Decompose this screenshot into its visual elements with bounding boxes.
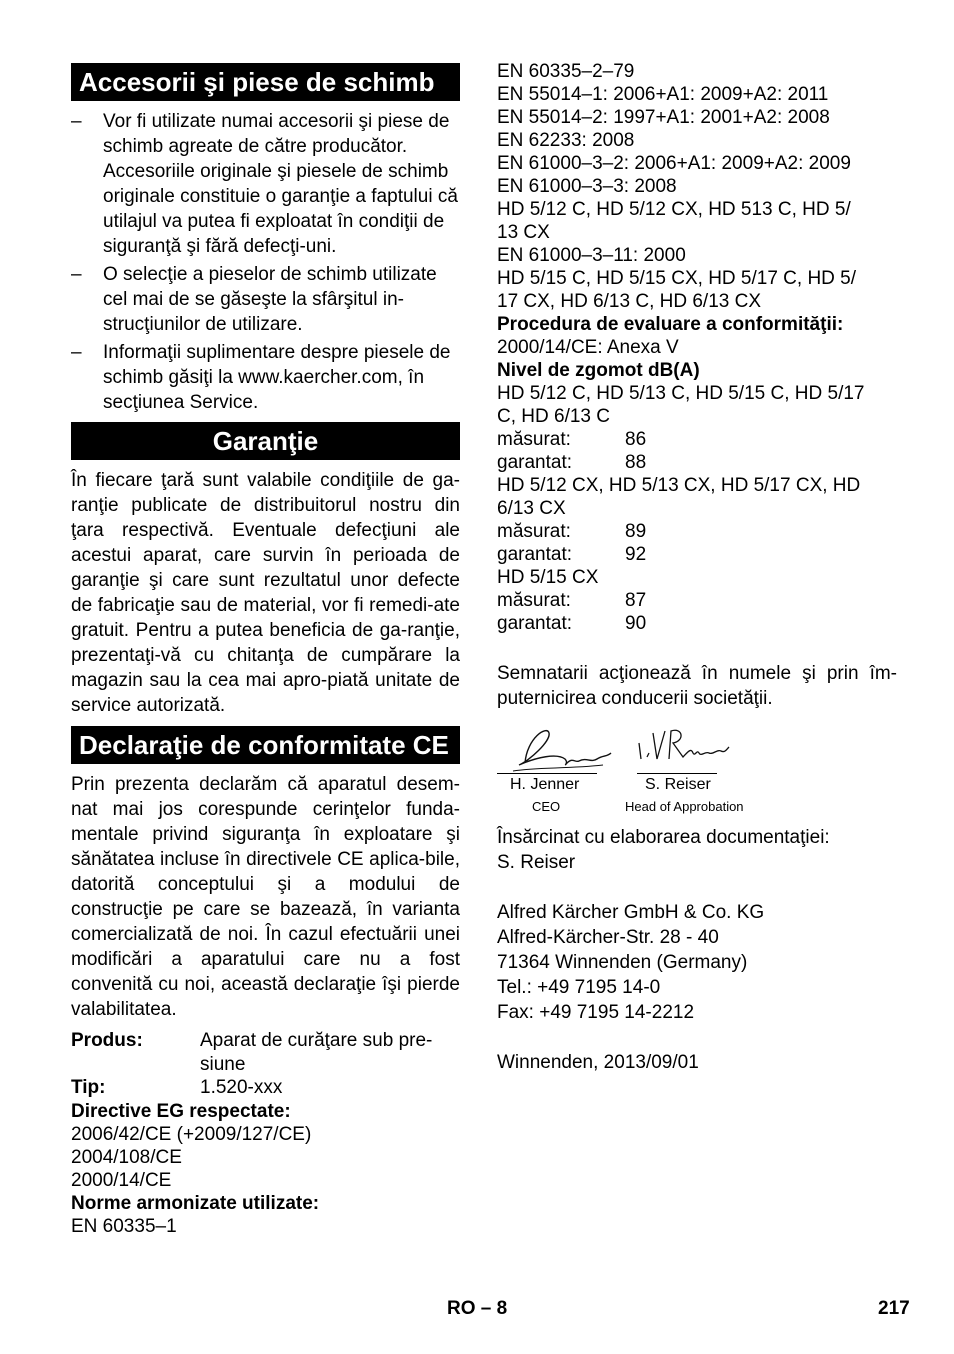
directives-label: Directive EG respectate: bbox=[71, 1100, 291, 1122]
list-item-text: O selecţie a pieselor de schimb utilizate cel mai de se găseşte la sfârşitul in-strucţiunilor de utilizare. bbox=[103, 264, 437, 335]
address-line: 71364 Winnenden (Germany) bbox=[497, 952, 748, 973]
dash-bullet: – bbox=[71, 264, 82, 285]
directive-item: 2006/42/CE (+2009/127/CE) bbox=[71, 1123, 312, 1145]
signatories-text: Semnatarii acţionează în numele şi prin îm-puternicirea conducerii societăţii. bbox=[497, 663, 897, 709]
noise-row-value: 90 bbox=[625, 613, 647, 634]
norm-item: EN 60335–1 bbox=[71, 1215, 177, 1237]
accessories-heading: Accesorii şi piese de schimb bbox=[71, 63, 460, 101]
noise-label: Nivel de zgomot dB(A) bbox=[497, 360, 700, 381]
list-item bbox=[71, 109, 460, 259]
noise-row bbox=[497, 543, 897, 566]
dash-bullet: – bbox=[71, 342, 82, 363]
norms-label: Norme armonizate utilizate: bbox=[71, 1192, 320, 1214]
address-line: Alfred Kärcher GmbH & Co. KG bbox=[497, 902, 765, 923]
noise-row-value: 88 bbox=[625, 452, 647, 473]
noise-row-label: garantat: bbox=[497, 544, 572, 565]
signer-role: Head of Approbation bbox=[625, 799, 744, 814]
noise-row-value: 87 bbox=[625, 590, 647, 611]
signer-role: CEO bbox=[532, 799, 561, 814]
norm-item: EN 60335–2–79 bbox=[497, 61, 635, 82]
warranty-text: În fiecare ţară sunt valabile condiţiile de ga-ranţie publicate de distribuitorul nostru din ţara respectivă. Eventuale defecţiuni ale acestui aparat, care survin în perioada de garanţie şi care sunt rezultatul unor defecte de fabricaţie sau de material, vor fi remedi-ate gratuit. Pentru a putea beneficia de ga-ranţie, prezentaţi-vă cu chitanţa de cumpărare la magazin sau la cea mai apro-piată unitate de service autorizată. bbox=[71, 470, 460, 716]
warranty-heading: Garanţie bbox=[71, 422, 460, 460]
noise-row bbox=[497, 612, 897, 635]
norm-item: HD 5/12 C, HD 5/12 CX, HD 513 C, HD 5/ bbox=[497, 199, 851, 220]
noise-group bbox=[497, 474, 897, 566]
noise-row-value: 86 bbox=[625, 429, 647, 450]
page-number: 217 bbox=[878, 1298, 910, 1319]
list-item bbox=[71, 262, 460, 337]
noise-row bbox=[497, 589, 897, 612]
list-item-text: Informaţii suplimentare despre piesele de schimb găsiţi la www.kaercher.com, în secţiunea Service. bbox=[103, 342, 451, 413]
signature-line bbox=[497, 773, 597, 774]
section-page-label: RO – 8 bbox=[447, 1298, 508, 1319]
noise-row-label: garantat: bbox=[497, 452, 572, 473]
list-item-text: Vor fi utilizate numai accesorii şi piese de schimb agreate de către producător. Accesoriile originale şi piesele de schimb originale constituie o garanţie a faptului că utilajul va putea fi exploatat în condiţii de siguranţă şi fără defecţi-uni. bbox=[103, 111, 458, 257]
norms-list bbox=[497, 60, 897, 313]
signature-jenner-image bbox=[507, 723, 617, 778]
norm-item: 13 CX bbox=[497, 222, 550, 243]
noise-row-label: măsurat: bbox=[497, 590, 571, 611]
norm-item: EN 55014–1: 2006+A1: 2009+A2: 2011 bbox=[497, 84, 829, 105]
noise-models: HD 5/12 CX, HD 5/13 CX, HD 5/17 CX, HD bbox=[497, 475, 861, 496]
type-value: 1.520-xxx bbox=[200, 1077, 283, 1098]
norm-item: EN 61000–3–3: 2008 bbox=[497, 176, 677, 197]
company-address bbox=[497, 900, 897, 1025]
ce-declaration-text: Prin prezenta declarăm că aparatul desem-nat mai jos corespunde cerinţelor funda-mentale privind siguranţa în exploatare şi sănătatea incluse în directivele CE aplica-bile, datorită conceptului şi a modului de construcţie pe care se bazează, în varianta comercializată de noi. În cazul efectuării unei modificări a aparatului care nu a fost convenită cu noi, această declaraţie îşi pierde valabilitatea. bbox=[71, 774, 460, 1020]
address-line: Tel.: +49 7195 14-0 bbox=[497, 977, 661, 998]
documentation-name: S. Reiser bbox=[497, 852, 576, 873]
product-row bbox=[71, 1029, 460, 1076]
noise-row bbox=[497, 520, 897, 543]
noise-row bbox=[497, 451, 897, 474]
noise-row bbox=[497, 428, 897, 451]
noise-group bbox=[497, 382, 897, 474]
left-column bbox=[71, 63, 460, 1238]
noise-row-value: 92 bbox=[625, 544, 647, 565]
norm-item: EN 55014–2: 1997+A1: 2001+A2: 2008 bbox=[497, 107, 830, 128]
signature-line bbox=[637, 773, 717, 774]
signer-name: H. Jenner bbox=[510, 776, 580, 793]
noise-row-label: garantat: bbox=[497, 613, 572, 634]
noise-models: HD 5/15 CX bbox=[497, 567, 599, 588]
noise-row-label: măsurat: bbox=[497, 429, 571, 450]
signatures bbox=[497, 723, 897, 813]
documentation-label: Însărcinat cu elaborarea documentaţiei: bbox=[497, 827, 830, 848]
norm-item: EN 61000–3–2: 2006+A1: 2009+A2: 2009 bbox=[497, 153, 851, 174]
signer-name: S. Reiser bbox=[645, 776, 711, 793]
directive-item: 2000/14/CE bbox=[71, 1169, 172, 1191]
address-line: Fax: +49 7195 14-2212 bbox=[497, 1002, 695, 1023]
dash-bullet: – bbox=[71, 111, 82, 132]
noise-models: HD 5/12 C, HD 5/13 C, HD 5/15 C, HD 5/17 bbox=[497, 383, 865, 404]
product-label: Produs: bbox=[71, 1030, 143, 1051]
directive-item: 2004/108/CE bbox=[71, 1146, 182, 1168]
accessories-list bbox=[71, 109, 460, 415]
noise-models: C, HD 6/13 C bbox=[497, 406, 610, 427]
place-date: Winnenden, 2013/09/01 bbox=[497, 1052, 699, 1073]
norm-item: EN 62233: 2008 bbox=[497, 130, 635, 151]
ce-declaration-heading: Declaraţie de conformitate CE bbox=[71, 726, 460, 764]
norm-item: 17 CX, HD 6/13 C, HD 6/13 CX bbox=[497, 291, 761, 312]
product-value: Aparat de curăţare sub pre-siune bbox=[200, 1030, 433, 1075]
procedure-label: Procedura de evaluare a conformităţii: bbox=[497, 314, 844, 335]
noise-row-label: măsurat: bbox=[497, 521, 571, 542]
noise-group bbox=[497, 566, 897, 635]
type-label: Tip: bbox=[71, 1077, 106, 1098]
list-item bbox=[71, 340, 460, 415]
noise-row-value: 89 bbox=[625, 521, 647, 542]
signature-reiser-image bbox=[635, 723, 730, 768]
right-column bbox=[497, 60, 897, 1075]
norm-item: EN 61000–3–11: 2000 bbox=[497, 245, 686, 266]
type-row bbox=[71, 1076, 460, 1100]
product-info bbox=[71, 1029, 460, 1238]
address-line: Alfred-Kärcher-Str. 28 - 40 bbox=[497, 927, 719, 948]
norm-item: HD 5/15 C, HD 5/15 CX, HD 5/17 C, HD 5/ bbox=[497, 268, 857, 289]
procedure-value: 2000/14/CE: Anexa V bbox=[497, 337, 679, 358]
noise-models: 6/13 CX bbox=[497, 498, 566, 519]
